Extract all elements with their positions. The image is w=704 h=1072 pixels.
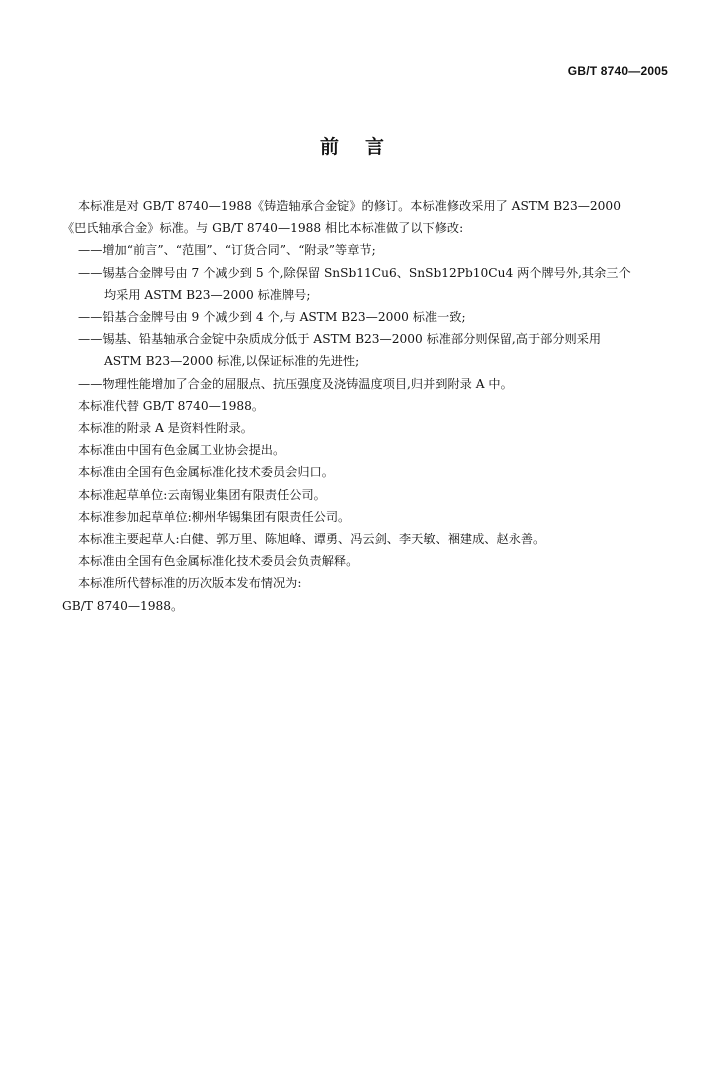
paragraph: 本标准的附录 A 是资料性附录。 [78,421,253,436]
list-item: ——物理性能增加了合金的屈服点、抗压强度及浇铸温度项目,归并到附录 A 中。 [78,376,513,391]
list-item: ——铅基合金牌号由 9 个减少到 4 个,与 ASTM B23—2000 标准一致; [78,310,466,325]
paragraph: 本标准主要起草人:白健、郭万里、陈旭峰、谭勇、冯云剑、李天敏、裍建成、赵永善。 [78,532,546,547]
standard-code: GB/T 8740—2005 [567,64,668,78]
list-item-continuation: 均采用 ASTM B23—2000 标准牌号; [104,287,311,302]
paragraph: 《巴氏轴承合金》标准。与 GB/T 8740—1988 相比本标准做了以下修改: [62,221,464,236]
paragraph: 本标准由全国有色金属标准化技术委员会归口。 [78,465,334,480]
paragraph: GB/T 8740—1988。 [62,598,184,613]
list-item-continuation: ASTM B23—2000 标准,以保证标准的先进性; [104,354,360,369]
list-item: ——锡基合金牌号由 7 个减少到 5 个,除保留 SnSb11Cu6、SnSb12Pb10Cu4 两个牌号外,其余三个 [78,265,631,280]
paragraph: 本标准代替 GB/T 8740—1988。 [78,398,265,413]
list-item: ——锡基、铅基轴承合金锭中杂质成分低于 ASTM B23—2000 标准部分则保留,高于部分则采用 [78,332,602,347]
foreword-body [62,195,672,617]
paragraph: 本标准参加起草单位:柳州华锡集团有限责任公司。 [78,509,351,524]
list-item: ——增加“前言”、“范围”、“订货合同”、“附录”等章节; [78,243,376,258]
page-title: 前言 [319,136,410,158]
paragraph: 本标准是对 GB/T 8740—1988《铸造轴承合金锭》的修订。本标准修改采用了 ASTM B23—2000 [78,199,621,213]
paragraph: 本标准起草单位:云南锡业集团有限责任公司。 [78,487,326,502]
paragraph: 本标准由全国有色金属标准化技术委员会负责解释。 [78,554,359,569]
paragraph: 本标准所代替标准的历次版本发布情况为: [78,576,302,591]
paragraph: 本标准由中国有色金属工业协会提出。 [78,443,286,458]
